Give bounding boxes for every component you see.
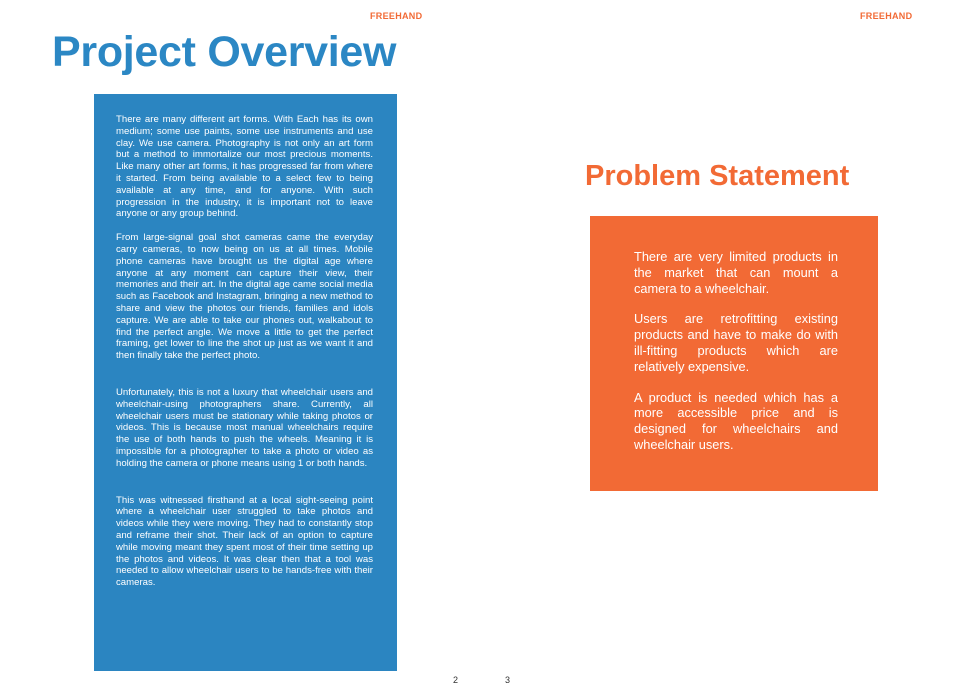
overview-paragraph-4: This was witnessed firsthand at a local sight-seeing point where a wheelchair user struggled to take photos and videos while they were moving. They had to constantly stop and reframe their shot. Their lack of an option to capture while moving meant they spent most of their time setting up the photos and videos. It was clear then that a tool was needed to allow wheelchair users to be hands-free with their cameras. xyxy=(116,494,373,589)
page-number: 2 xyxy=(453,675,459,685)
page-title: Project Overview xyxy=(52,28,397,76)
overview-paragraph-2: From large-signal goal shot cameras came the everyday carry cameras, to now being on us at all times. Mobile phone cameras have brought us the digital age where anyone at any moment can capture their view, their memories and their art. In the digital age came social media such as Facebook and Instagram, bringing a new method to share and view the photos our friends, families and idols capture. We are able to take our phones out, walkabout to find the perfect angle. We move a little to get the perfect framing, get lower to line the shot up just as we want it and then finally take the perfect photo. xyxy=(116,232,373,362)
problem-paragraph-1: There are very limited products in the market that can mount a camera to a wheelchair. xyxy=(634,249,838,296)
right-page xyxy=(490,0,980,692)
problem-paragraph-3: A product is needed which has a more accessible price and is designed for wheelchairs and wheelchair users. xyxy=(634,389,838,452)
page-number: 3 xyxy=(505,675,511,685)
brand-label: FREEHAND xyxy=(860,11,913,21)
overview-text-panel xyxy=(94,94,397,671)
brand-label: FREEHAND xyxy=(370,11,423,21)
section-title: Problem Statement xyxy=(585,160,850,192)
overview-paragraph-3: Unfortunately, this is not a luxury that wheelchair users and wheelchair-using photographers share. Currently, all wheelchair users must be stationary while taking photos or videos. This is because most manual wheelchairs require the use of both hands to push the wheels. Meaning it is impossible for a photographer to take a photo or video as holding the camera or phone means using 1 or both hands. xyxy=(116,386,373,469)
overview-paragraph-1: There are many different art forms. With Each has its own medium; some use paints, some use instruments and use clay. We use camera. Photography is not only an art form but a method to immortalize our most precious moments. Like many other art forms, it has progressed far from where it started. From being available to a select few to being available at any time, and for anyone. With such progression in the industry, it is important not to leave anyone or any group behind. xyxy=(116,114,373,220)
problem-paragraph-2: Users are retrofitting existing products and have to make do with ill-fitting products which are relatively expensive. xyxy=(634,311,838,374)
problem-statement-panel xyxy=(590,216,878,491)
